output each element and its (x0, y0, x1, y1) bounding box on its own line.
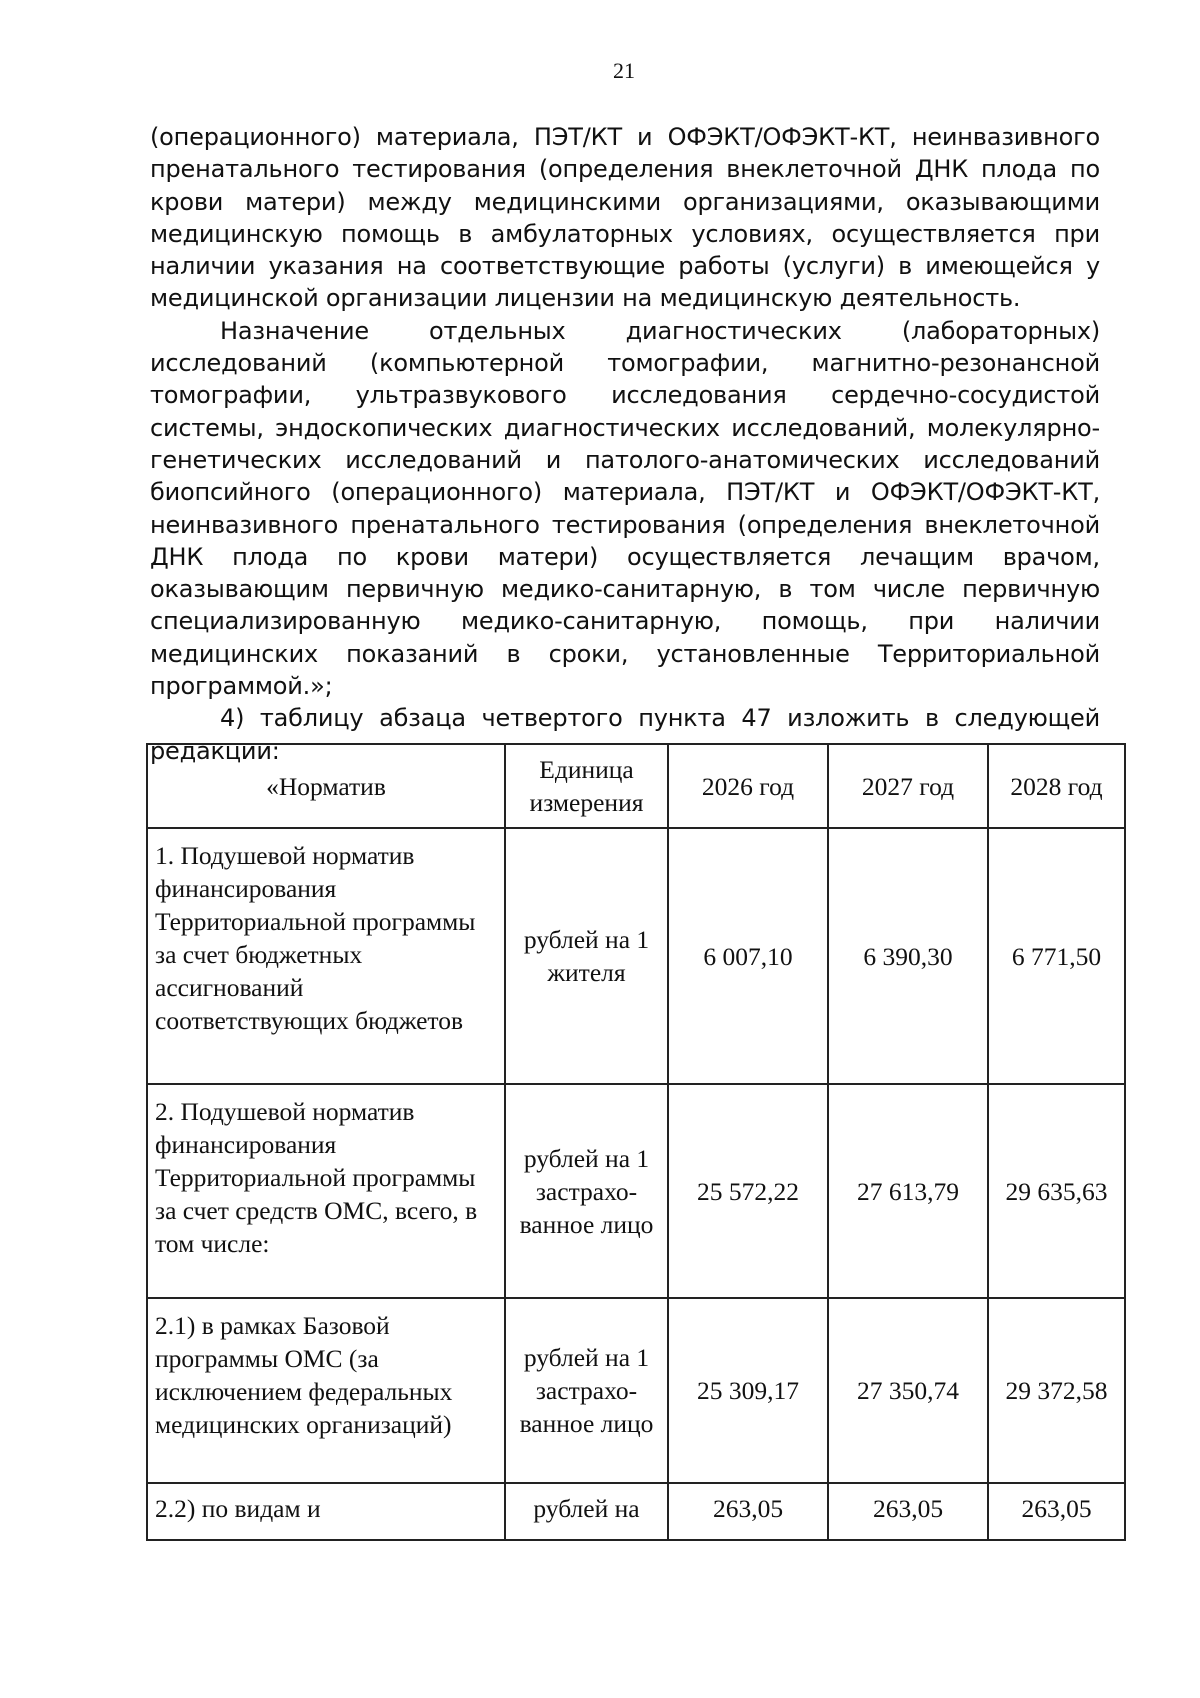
paragraph: 4) таблицу абзаца четвертого пункта 47 изложить в следующей редакции: (150, 704, 1100, 765)
paragraph: Назначение отдельных диагностических (лабораторных) исследований (компьютерной томографии, магнитно-резонансной томографии, ультразвукового исследования сердечно-сосудистой системы, эндоскопических диагностических исследований, молекулярно-генетических исследований и патолого-анатомических исследований биопсийного (операционного) материала, ПЭТ/КТ и ОФЭКТ/ОФЭКТ-КТ, неинвазивного пренатального тестирования (определения внеклеточной ДНК плода по крови матери) осуществляется лечащим врачом, оказывающим первичную медико-санитарную, в том числе первичную специализированную медико-санитарную, помощь, при наличии медицинских показаний в сроки, установленные Территориальной программой.»; (150, 316, 1100, 701)
row-value-2028: 29 372,58 (988, 1298, 1125, 1483)
header-2028: 2028 год (988, 744, 1125, 828)
row-unit: рублей на 1 жителя (505, 828, 668, 1084)
row-value-2026: 6 007,10 (668, 828, 828, 1084)
paragraph: (операционного) материала, ПЭТ/КТ и ОФЭКТ/ОФЭКТ-КТ, неинвазивного пренатального тестирования (определения внеклеточной ДНК плода по крови матери) между медицинскими организациями, оказывающими медицинскую помощь в амбулаторных условиях, осуществляется при наличии указания на соответствующие работы (услуги) в имеющейся у медицинской организации лицензии на медицинскую деятельность. (150, 123, 1100, 313)
row-norm-name: 1. Подушевой норматив финансирования Территориальной программы за счет бюджетных ассигнований соответствующих бюджетов (147, 828, 505, 1084)
normative-table (146, 743, 1126, 1541)
row-norm-name: 2.2) по видам и (147, 1483, 505, 1540)
row-norm-name: 2.1) в рамках Базовой программы ОМС (за исключением федеральных медицинских организаций) (147, 1298, 505, 1483)
row-value-2026: 25 572,22 (668, 1084, 828, 1298)
table-row (147, 828, 1125, 1084)
row-norm-name: 2. Подушевой норматив финансирования Территориальной программы за счет средств ОМС, всего, в том числе: (147, 1084, 505, 1298)
row-value-2027: 27 613,79 (828, 1084, 988, 1298)
body-text (150, 121, 1100, 767)
row-unit: рублей на 1 застрахо-ванное лицо (505, 1298, 668, 1483)
header-norm: «Норматив (147, 744, 505, 828)
row-value-2027: 6 390,30 (828, 828, 988, 1084)
table-header-row (147, 744, 1125, 828)
row-value-2028: 29 635,63 (988, 1084, 1125, 1298)
row-value-2028: 6 771,50 (988, 828, 1125, 1084)
row-value-2027: 27 350,74 (828, 1298, 988, 1483)
row-value-2026: 25 309,17 (668, 1298, 828, 1483)
table-row (147, 1084, 1125, 1298)
row-value-2026: 263,05 (668, 1483, 828, 1540)
row-value-2027: 263,05 (828, 1483, 988, 1540)
row-unit: рублей на 1 застрахо-ванное лицо (505, 1084, 668, 1298)
page-number: 21 (613, 58, 635, 83)
header-unit: Единица измерения (505, 744, 668, 828)
table-row (147, 1483, 1125, 1540)
header-2026: 2026 год (668, 744, 828, 828)
row-unit: рублей на (505, 1483, 668, 1540)
header-2027: 2027 год (828, 744, 988, 828)
table-row (147, 1298, 1125, 1483)
row-value-2028: 263,05 (988, 1483, 1125, 1540)
